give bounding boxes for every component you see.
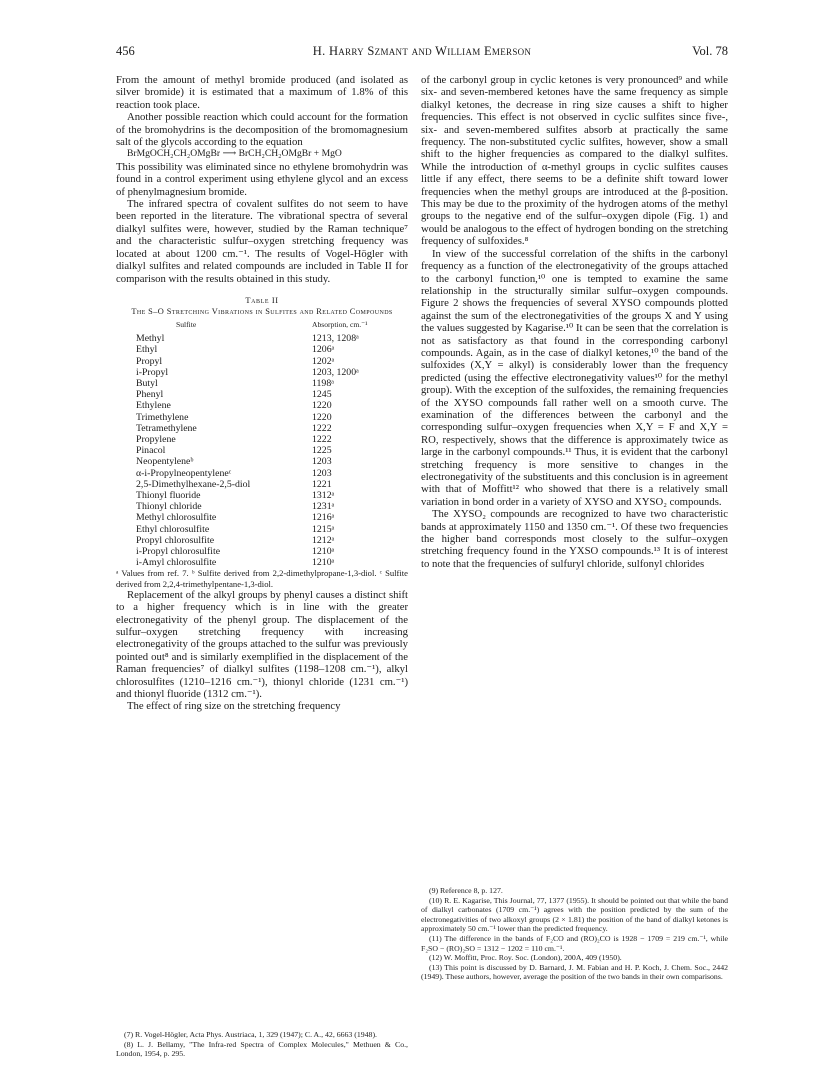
sulfite-name: Phenyl	[136, 389, 164, 401]
table-row	[136, 546, 367, 557]
absorption-value: 1221	[312, 478, 332, 490]
absorption-value: 1203	[312, 456, 332, 468]
table-row	[136, 367, 367, 378]
absorption-value: 1202ᵃ	[312, 355, 335, 367]
equation: BrMgOCH₂CH₂OMgBr ⟶ BrCH₂CH₂OMgBr + MgO	[127, 148, 342, 160]
table-row	[136, 423, 367, 434]
footnote: (7) R. Vogel-Högler, Acta Phys. Austriaca, 1, 329 (1947); C. A., 42, 6663 (1948).	[124, 1030, 377, 1039]
sulfite-name: 2,5-Dimethylhexane-2,5-diol	[136, 478, 251, 490]
table-row	[136, 456, 367, 467]
sulfite-name: i-Propyl	[136, 366, 169, 378]
table-row	[136, 557, 367, 568]
sulfite-table	[136, 319, 367, 568]
sulfite-name: Thionyl chloride	[136, 501, 202, 513]
absorption-value: 1231ᵃ	[312, 501, 335, 513]
table-row	[136, 501, 367, 512]
sulfite-name: Trimethylene	[136, 411, 189, 423]
table-row	[136, 344, 367, 355]
absorption-value: 1198ᵃ	[312, 377, 334, 389]
table-row	[136, 479, 367, 490]
left-footnotes	[116, 1030, 408, 1059]
sulfite-name: i-Propyl chlorosulfite	[136, 545, 221, 557]
right-footnotes	[421, 886, 728, 982]
absorption-value: 1312ᵃ	[312, 489, 335, 501]
absorption-value: 1245	[312, 389, 332, 401]
table-row	[136, 400, 367, 411]
footnote: (12) W. Moffitt, Proc. Roy. Soc. (London), 200A, 409 (1950).	[429, 953, 622, 963]
table-row	[136, 412, 367, 423]
absorption-value: 1212ᵃ	[312, 534, 335, 546]
absorption-value: 1210ᵃ	[312, 545, 335, 557]
absorption-value: 1206ᵃ	[312, 344, 335, 356]
right-column	[421, 74, 728, 570]
paragraph: The infrared spectra of covalent sulfites do not seem to have been reported in the literature. The vibrational spectra of several dialkyl sulfites were, however, studied by the Raman technique⁷ and the characteristic sulfur–oxygen stretching frequency was located at about 1200 cm.⁻¹. The results of Vogel-Högler with dialkyl sulfites and related compounds are included in Table II for comparison with the results obtained in this study.	[116, 198, 408, 285]
paragraph: This possibility was eliminated since no ethylene bromohydrin was found in a control experiment using ethylene glycol and an excess of phenylmagnesium bromide.	[116, 160, 408, 198]
table-row	[136, 535, 367, 546]
sulfite-name: Propyl chlorosulfite	[136, 534, 215, 546]
sulfite-name: Thionyl fluoride	[136, 489, 201, 501]
absorption-value: 1216ᵃ	[312, 512, 335, 524]
sulfite-name: Ethylene	[136, 400, 171, 412]
volume-number: Vol. 78	[692, 44, 728, 58]
table-title: The S–O Stretching Vibrations in Sulfites and Related Compounds	[131, 306, 393, 316]
footnote: (11) The difference in the bands of F₂CO and (RO)₂CO is 1928 − 1709 = 219 cm.⁻¹, while F₂SO − (RO)₂SO = 1312 − 1202 = 110 cm.⁻¹.	[421, 933, 728, 953]
sulfite-name: Pinacol	[136, 445, 166, 457]
footnote: (13) This point is discussed by D. Barnard, J. M. Fabian and H. P. Koch, J. Chem. Soc., 2442 (1949). These authors, however, average the position of the two bands in their own comparisons.	[421, 962, 728, 982]
footnote: (10) R. E. Kagarise, This Journal, 77, 1377 (1955). It should be pointed out that while the band of dialkyl carbonates (1709 cm.⁻¹) agrees with the position predicted by the sum of the electronegativities of two alkoxyl groups (2 × 1.81) the position of the band of dialkyl ketones is approximately 50 cm.⁻¹ lower than the predicted frequency.	[421, 895, 728, 934]
table-header-absorption: Absorption, cm.⁻¹	[312, 319, 368, 329]
table-row	[136, 434, 367, 445]
absorption-value: 1215ᵃ	[312, 523, 335, 535]
paragraph: Another possible reaction which could account for the formation of the bromohydrins is the decomposition of the bromomagnesium salt of the glycols according to the equation	[116, 111, 408, 149]
paragraph: In view of the successful correlation of the shifts in the carbonyl frequency as a function of the electronegativity of the groups attached to the carbonyl function,¹⁰ one is tempted to examine the same relationship in the structurally similar sulfur–oxygen compounds. Figure 2 shows the frequencies of several XYSO compounds plotted against the sum of the electronegativities of the groups X and Y using the values suggested by Kagarise.¹⁰ It can be seen that the correlation is not as satisfactory as that found in the corresponding carbonyl compounds. Again, as in the case of dialkyl ketones,¹⁰ the band of the sulfoxides (X,Y = alkyl) is considerably lower than the frequency predicted (using the effective electronegativity values¹⁰ for the methyl group). With the exception of the sulfoxides, the remaining frequencies of the XYSO compounds fall rather well on a smooth curve. The examination of the differences between the carbonyl and the corresponding sulfur–oxygen frequencies when X,Y = F and X,Y = RO, respectively, shows that the difference is approximately twice as large in the carbonyl compounds.¹¹ Thus, it is evident that the carbonyl stretching frequency is more sensitive to changes in the electronegativity of the substituents and this conclusion is in agreement with that of Moffitt¹² who showed that there is a relatively small variation in bond order in a variety of XYSO and XYSO₂ compounds.	[421, 247, 728, 508]
paragraph: The XYSO₂ compounds are recognized to have two characteristic bands at approximately 1150 and 1350 cm.⁻¹. Of these two frequencies the higher band corresponds most closely to the sulfur–oxygen stretching frequency found in the YXSO compounds.¹³ It is of interest to note that the frequencies of sulfuryl chloride, sulfonyl chlorides	[421, 508, 728, 570]
table-caption: Table II	[245, 295, 279, 305]
table-row	[136, 524, 367, 535]
running-title: H. Harry Szmant and William Emerson	[312, 44, 532, 58]
absorption-value: 1222	[312, 422, 332, 434]
sulfite-name: Ethyl chlorosulfite	[136, 523, 210, 535]
sulfite-name: Propyl	[136, 355, 163, 367]
absorption-value: 1220	[312, 400, 332, 412]
footnote: (9) Reference 8, p. 127.	[429, 886, 503, 895]
sulfite-name: Ethyl	[136, 344, 158, 356]
paragraph: The effect of ring size on the stretching frequency	[127, 700, 341, 713]
paragraph: of the carbonyl group in cyclic ketones is very pronounced⁹ and while six- and seven-membered ketones have the same frequency as simple dialkyl ketones, the decrease in ring size causes a shift to higher frequencies. This effect is not observed in cyclic sulfites since five-, six- and seven-membered sulfites absorb at practically the same frequency. The non-substituted cyclic sulfites, however, show a small shift to the higher frequencies as compared to the dialkyl sulfites. While the introduction of α-methyl groups in cyclic sulfites causes little if any effect, there seems to be a definite shift toward lower frequencies when the methyl groups are introduced at the β-position. This may be due to the proximity of the hydrogen atoms of the methyl groups to the negative end of the sulfur–oxygen dipole (Fig. 1) and would be analogous to the effect of hydrogen bonding on the stretching frequency of sulfoxides.⁸	[421, 74, 728, 248]
absorption-value: 1203, 1200ᵃ	[312, 366, 359, 378]
absorption-value: 1225	[312, 445, 332, 457]
table-footnote: ᵃ Values from ref. 7. ᵇ Sulfite derived from 2,2-dimethylpropane-1,3-diol. ᶜ Sulfite derived from 2,2,4-trimethylpentane-1,3-diol.	[116, 568, 408, 589]
sulfite-name: i-Amyl chlorosulfite	[136, 557, 217, 569]
paragraph: From the amount of methyl bromide produced (and isolated as silver bromide) it is estimated that a maximum of 1.8% of this reaction took place.	[116, 74, 408, 111]
page-number: 456	[116, 44, 135, 58]
sulfite-name: Propylene	[136, 433, 176, 445]
footnote: (8) L. J. Bellamy, "The Infra-red Spectra of Complex Molecules," Methuen & Co., London, 1954, p. 295.	[116, 1039, 408, 1059]
table-row	[136, 490, 367, 501]
left-column	[116, 74, 408, 713]
absorption-value: 1222	[312, 433, 332, 445]
table-row	[136, 378, 367, 389]
absorption-value: 1220	[312, 411, 332, 423]
table-header-sulfite: Sulfite	[176, 319, 197, 329]
sulfite-name: Neopentyleneᵇ	[136, 456, 194, 468]
table-row	[136, 333, 367, 344]
sulfite-name: Tetramethylene	[136, 422, 197, 434]
sulfite-name: Methyl	[136, 333, 165, 345]
table-row	[136, 445, 367, 456]
absorption-value: 1210ᵃ	[312, 557, 335, 569]
running-header	[116, 44, 728, 60]
table-row	[136, 356, 367, 367]
table-row	[136, 512, 367, 523]
table-body	[136, 333, 367, 568]
absorption-value: 1203	[312, 467, 332, 479]
paragraph: Replacement of the alkyl groups by phenyl causes a distinct shift to a higher frequency which is in line with the greater electronegativity of the phenyl group. The displacement of the sulfur–oxygen stretching frequency with increasing electronegativity of the groups attached to the sulfur was previously pointed out⁸ and is similarly exemplified in the displacement of the Raman frequencies⁷ of dialkyl sulfites (1198–1208 cm.⁻¹), alkyl chlorosulfites (1210–1216 cm.⁻¹), thionyl chloride (1231 cm.⁻¹) and thionyl fluoride (1312 cm.⁻¹).	[116, 588, 408, 701]
sulfite-name: α-i-Propylneopentyleneᶜ	[136, 467, 232, 479]
table-row	[136, 389, 367, 400]
absorption-value: 1213, 1208ᵃ	[312, 333, 359, 345]
table-row	[136, 468, 367, 479]
sulfite-name: Butyl	[136, 377, 158, 389]
sulfite-name: Methyl chlorosulfite	[136, 512, 217, 524]
